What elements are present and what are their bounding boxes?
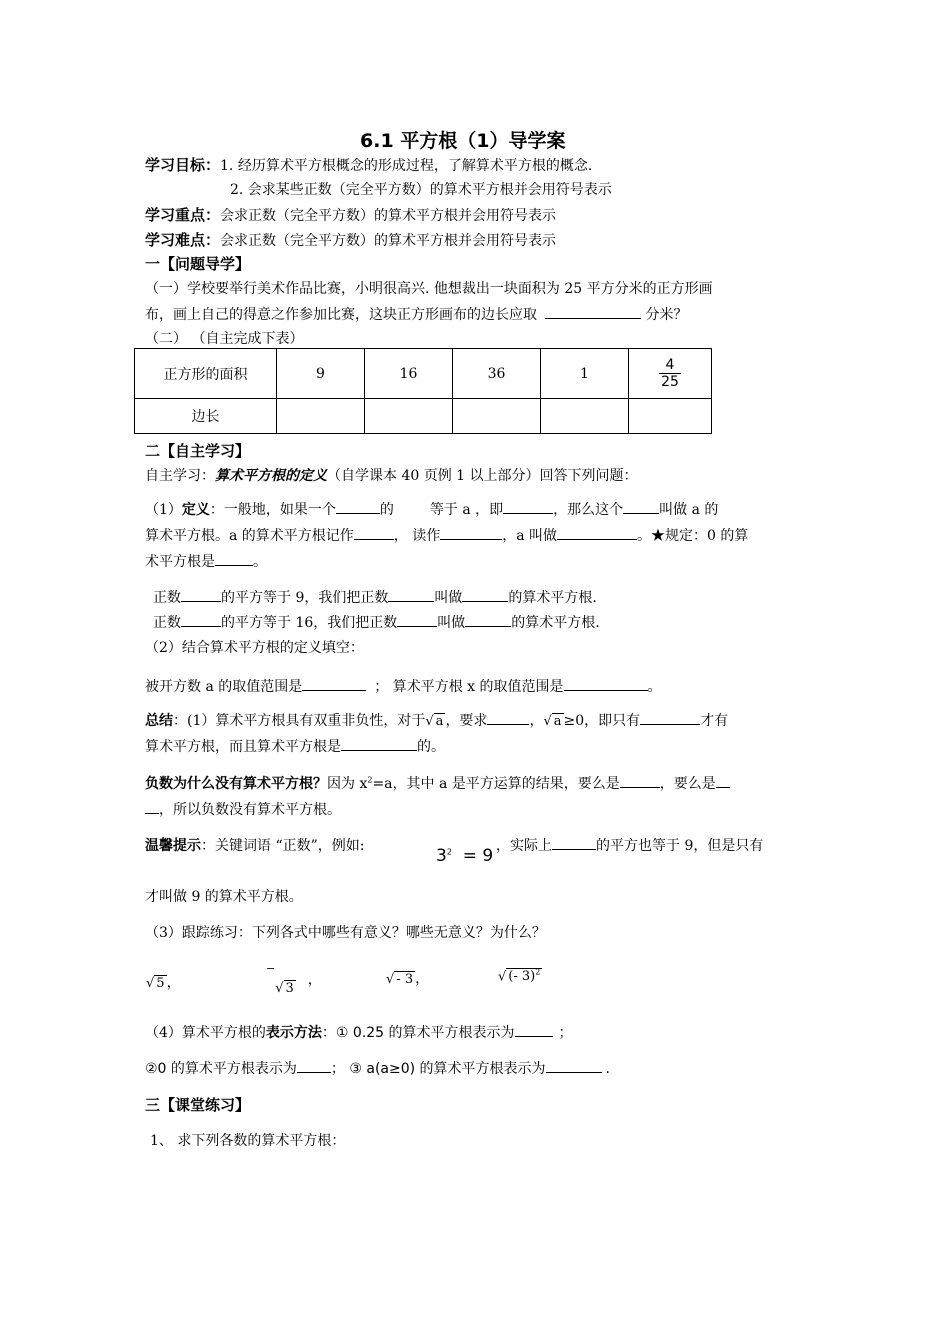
exponent: 2 [535, 968, 541, 977]
blank[interactable] [552, 835, 596, 850]
def-num: （1） [145, 502, 182, 518]
sum2-a: 算术平方根，而且算术平方根是 [145, 739, 341, 755]
ex1-d: 的算术平方根. [508, 590, 597, 606]
neg-sup: 2 [367, 775, 373, 785]
tip-c: 的平方也等于 9，但是只有 [596, 838, 764, 854]
fraction-denominator: 25 [661, 374, 679, 390]
def3-b: 。 [253, 554, 267, 570]
def3-a: 术平方根是 [145, 554, 215, 570]
blank[interactable] [181, 612, 221, 627]
sum-e: 才有 [700, 713, 729, 729]
section2-intro [145, 465, 638, 485]
tip-math [436, 846, 493, 866]
q4-2c: . [605, 1061, 610, 1077]
blank[interactable] [557, 525, 637, 540]
tip-label: 温馨提示 [145, 838, 201, 854]
key-point [145, 204, 556, 225]
sqrt-expression: √ a [425, 714, 444, 729]
blank[interactable] [716, 773, 730, 788]
def2-b: ， 读作 [393, 528, 441, 544]
ex1-c: 叫做 [434, 590, 463, 606]
area-cell-fraction [629, 349, 712, 399]
sum-b: ，要求 [445, 713, 488, 729]
ex2-c: 叫做 [437, 615, 466, 631]
range-b: ； 算术平方根 x 的取值范围是 [374, 679, 564, 695]
summary-line-2 [145, 736, 445, 756]
tip-math-base: 3 [436, 846, 447, 866]
blank[interactable] [462, 587, 508, 602]
ex1-a: 正数 [153, 590, 181, 606]
neg-c: ，要么是 [659, 776, 716, 792]
area-cell: 16 [365, 349, 453, 399]
blank[interactable] [515, 1022, 553, 1037]
neg2-b: ，所以负数没有算术平方根。 [159, 802, 341, 818]
def-text-g: 叫做 a 的 [659, 502, 719, 518]
section1-p1-line1: （一）学校要举行美术作品比赛，小明很高兴. 他想裁出一块面积为 25 平方分米的正方形画 [145, 281, 713, 297]
blank[interactable] [440, 525, 502, 540]
sep: ， [415, 971, 430, 987]
objectives-item-2: 2. 会求某些正数（完全平方数）的算术平方根并会用符号表示 [230, 182, 612, 198]
def2-a: 算术平方根。a 的算术平方根记作 [145, 528, 354, 544]
page-title: 6.1 平方根（1）导学案 [360, 130, 566, 152]
sum-c: ， [529, 713, 544, 729]
section3-heading: 三【课堂练习】 [145, 1096, 251, 1114]
square-table [134, 348, 712, 434]
side-cell[interactable] [453, 399, 541, 434]
range-line [145, 676, 662, 696]
ex2-d: 的算术平方根. [511, 615, 600, 631]
section2-heading: 二【自主学习】 [145, 442, 251, 460]
row-header-area: 正方形的面积 [135, 349, 277, 399]
fraction-numerator: 4 [659, 357, 681, 374]
blank[interactable] [394, 500, 430, 514]
neg-a: 因为 x [327, 776, 368, 792]
radicand: 3 [285, 981, 294, 996]
intro-label: 自主学习： [145, 468, 215, 484]
negative-line-1 [145, 773, 730, 793]
blank[interactable] [564, 676, 648, 691]
sqrt-expression: √ a [543, 714, 562, 729]
tip-line-1-cont [496, 835, 763, 855]
def-text-f: ，那么这个 [553, 502, 624, 518]
side-cell[interactable] [541, 399, 629, 434]
section1-p1-line2-text: 布，画上自己的得意之作参加比赛，这块正方形画布的边长应取 [145, 307, 537, 323]
radicand: (- 3) [508, 969, 536, 985]
q4-d: ； [558, 1025, 573, 1041]
blank[interactable] [297, 1058, 331, 1073]
q4-label: 表示方法 [265, 1025, 322, 1041]
range-a: 被开方数 a 的取值范围是 [145, 679, 303, 695]
blank[interactable] [181, 587, 221, 602]
def-label: 定义 [181, 502, 210, 518]
blank[interactable] [302, 676, 366, 691]
objectives-item-1: 1. 经历算术平方根概念的形成过程，了解算术平方根的概念. [220, 158, 593, 174]
expr-1 [146, 972, 181, 992]
example-line-1 [153, 587, 597, 607]
sum-d: ≥0，即只有 [563, 713, 641, 729]
blank[interactable] [388, 587, 434, 602]
sum-a: ：(1）算术平方根具有双重非负性，对于 [173, 713, 426, 729]
sqrt-expression: √ (- 3)$^2$ [498, 968, 541, 985]
row-header-side: 边长 [135, 399, 277, 434]
neg-b: =a，其中 a 是平方运算的结果，要么是 [372, 776, 620, 792]
radicand: - 3 [396, 972, 414, 987]
area-cell: 36 [453, 349, 541, 399]
sqrt-expression: √ 5 [146, 976, 165, 991]
example-line-2 [153, 612, 600, 632]
q4-2a: ②0 的算术平方根表示为 [145, 1061, 297, 1077]
sep: ， [166, 975, 181, 991]
radicand: 5 [156, 976, 165, 991]
ex2-a: 正数 [153, 615, 181, 631]
section3-item-1: 1、 求下列各数的算术平方根： [150, 1133, 346, 1149]
expr-3 [386, 968, 429, 988]
blank[interactable] [503, 499, 553, 514]
blank[interactable] [336, 499, 380, 514]
range-c: 。 [647, 679, 662, 695]
sqrt-expression: √ - 3 [386, 972, 414, 987]
difficulty-label: 学习难点： [145, 231, 221, 249]
blank[interactable] [341, 736, 417, 751]
key-point-label: 学习重点： [145, 206, 221, 224]
question-4-line-2 [145, 1058, 610, 1078]
def-text-d: 的 [379, 502, 394, 518]
section1-p1-line2 [145, 304, 687, 324]
blank[interactable] [623, 499, 659, 514]
blank[interactable] [546, 1058, 602, 1073]
blank[interactable] [354, 525, 394, 540]
tip-a: ：关键词语 “正数”，例如: [201, 838, 365, 854]
intro-text: （自学课本 40 页例 1 以上部分）回答下列问题： [327, 468, 638, 484]
section1-p2: （二） （自主完成下表） [145, 331, 304, 347]
section1-heading: 一【问题导学】 [145, 255, 251, 273]
tip-b: ，实际上 [496, 838, 552, 854]
question-3: （3）跟踪练习：下列各式中哪些有意义？哪些无意义？为什么？ [145, 925, 546, 941]
section1-p1-unit: 分米？ [645, 307, 688, 323]
side-cell[interactable] [629, 399, 712, 434]
definition-line-1 [145, 499, 718, 519]
def-text-c: ：一般地，如果一个 [209, 502, 336, 518]
definition-line-2 [145, 525, 748, 545]
tip-line-2: 才叫做 9 的算术平方根。 [145, 889, 303, 905]
q4-2b: ； ③ a(a≥0) 的算术平方根表示为 [330, 1061, 546, 1077]
blank[interactable] [487, 710, 529, 725]
tip-math-exp: 2 [446, 847, 452, 857]
intro-topic: 算术平方根的定义 [215, 468, 327, 484]
side-cell[interactable] [365, 399, 453, 434]
radicand: a [435, 714, 444, 729]
area-cell: 1 [541, 349, 629, 399]
sqrt-expression: √ 3 [275, 981, 294, 996]
blank[interactable] [620, 773, 660, 788]
summary-line-1 [145, 710, 728, 730]
area-cell: 9 [277, 349, 365, 399]
side-length-blank[interactable] [545, 304, 641, 319]
blank[interactable] [640, 710, 700, 725]
ex2-b: 的平方等于 16，我们把正数 [221, 615, 398, 631]
tip-math-rest: = 9 [462, 846, 494, 866]
fraction [659, 357, 681, 390]
def2-d: 。★规定：0 的算 [637, 528, 749, 544]
objectives-label: 学习目标： [145, 156, 221, 174]
minus-sign: − [266, 962, 276, 975]
question-4-line-1 [145, 1022, 573, 1042]
q4-a: （4）算术平方根的 [145, 1025, 266, 1041]
q4-c: ：① 0.25 的算术平方根表示为 [321, 1025, 515, 1041]
side-cell[interactable] [277, 399, 365, 434]
blank[interactable] [145, 799, 159, 814]
tip-line-1 [145, 835, 364, 855]
difficulty [145, 229, 556, 250]
definition-line-3 [145, 551, 267, 571]
objectives-line-1 [145, 154, 592, 175]
blank[interactable] [215, 551, 253, 566]
blank[interactable] [397, 612, 437, 627]
sum2-b: 的。 [417, 739, 445, 755]
blank[interactable] [465, 612, 511, 627]
negative-line-2 [145, 799, 341, 819]
key-point-text: 会求正数（完全平方数）的算术平方根并会用符号表示 [220, 208, 557, 224]
question-2: （2）结合算术平方根的定义填空： [145, 640, 364, 656]
negative-label: 负数为什么没有算术平方根？ [145, 776, 327, 792]
ex1-b: 的平方等于 9，我们把正数 [221, 590, 389, 606]
expr-4 [498, 968, 542, 984]
difficulty-text: 会求正数（完全平方数）的算术平方根并会用符号表示 [220, 233, 557, 249]
sep: ， [307, 972, 322, 988]
summary-label: 总结 [145, 713, 173, 729]
expr-2 [266, 962, 322, 996]
def-text-e: 等于 a ，即 [429, 502, 504, 518]
def2-c: ，a 叫做 [502, 528, 558, 544]
radicand: a [553, 714, 562, 729]
